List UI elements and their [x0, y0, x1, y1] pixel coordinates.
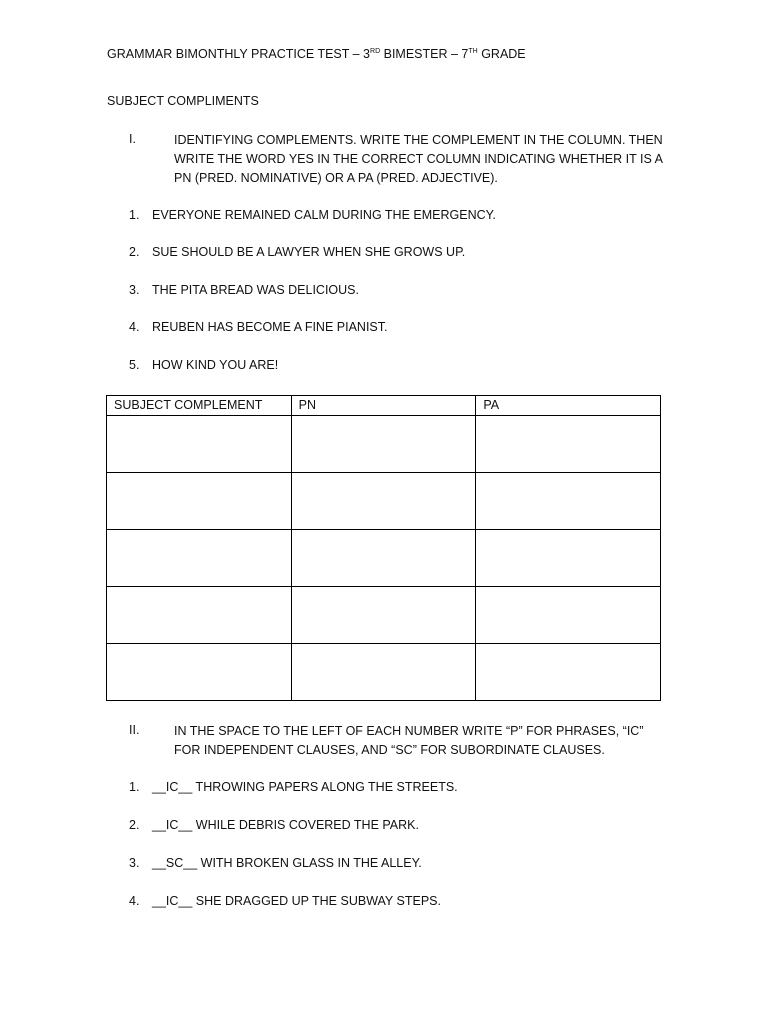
item-text: REUBEN HAS BECOME A FINE PIANIST. [152, 320, 388, 334]
table-row [107, 644, 661, 701]
item-text: __IC__ WHILE DEBRIS COVERED THE PARK. [152, 818, 419, 832]
table-cell[interactable] [476, 473, 661, 530]
item-number: 1. [129, 780, 140, 794]
item-number: 4. [129, 320, 140, 334]
table-cell[interactable] [107, 416, 292, 473]
table-row [107, 473, 661, 530]
item-text: __SC__ WITH BROKEN GLASS IN THE ALLEY. [152, 856, 422, 870]
table-cell[interactable] [476, 587, 661, 644]
table-cell[interactable] [291, 587, 476, 644]
item-text: EVERYONE REMAINED CALM DURING THE EMERGENCY. [152, 208, 496, 222]
title-superscript-1: RD [370, 48, 381, 55]
header-subject-complement: SUBJECT COMPLEMENT [107, 396, 292, 416]
table-cell[interactable] [291, 530, 476, 587]
item-text: SUE SHOULD BE A LAWYER WHEN SHE GROWS UP. [152, 245, 466, 259]
title-text-2: BIMESTER – 7 [380, 47, 469, 61]
table-cell[interactable] [291, 644, 476, 701]
table-row [107, 416, 661, 473]
item-number: 3. [129, 283, 140, 297]
answer-table [106, 395, 661, 701]
table-cell[interactable] [291, 416, 476, 473]
table-row [107, 587, 661, 644]
title-superscript-2: TH [468, 48, 478, 55]
item-text: __IC__ THROWING PAPERS ALONG THE STREETS. [152, 780, 458, 794]
table-cell[interactable] [476, 644, 661, 701]
table-cell[interactable] [107, 644, 292, 701]
table-cell[interactable] [107, 587, 292, 644]
item-number: 5. [129, 358, 140, 372]
document-title [107, 47, 526, 61]
section-1-instructions: IDENTIFYING COMPLEMENTS. WRITE THE COMPLEMENT IN THE COLUMN. THEN WRITE THE WORD YES IN THE CORRECT COLUMN INDICATING WHETHER IT IS A PN (PRED. NOMINATIVE) OR A PA (PRED. ADJECTIVE). [174, 133, 663, 185]
table-cell[interactable] [476, 530, 661, 587]
item-number: 1. [129, 208, 140, 222]
item-text: __IC__ SHE DRAGGED UP THE SUBWAY STEPS. [152, 894, 441, 908]
header-pn: PN [291, 396, 476, 416]
table-cell[interactable] [291, 473, 476, 530]
subject-heading: SUBJECT COMPLIMENTS [107, 94, 259, 108]
section-2-instructions: IN THE SPACE TO THE LEFT OF EACH NUMBER WRITE “P” FOR PHRASES, “IC” FOR INDEPENDENT CLAUSES, AND “SC” FOR SUBORDINATE CLAUSES. [174, 724, 644, 757]
table-row [107, 530, 661, 587]
item-number: 4. [129, 894, 140, 908]
table-cell[interactable] [107, 473, 292, 530]
section-2-numeral: II. [129, 723, 140, 737]
title-text-1: GRAMMAR BIMONTHLY PRACTICE TEST – 3 [107, 47, 371, 61]
title-text-3: GRADE [477, 47, 526, 61]
item-text: THE PITA BREAD WAS DELICIOUS. [152, 283, 359, 297]
header-pa: PA [476, 396, 661, 416]
table-header-row [107, 396, 661, 416]
item-number: 2. [129, 818, 140, 832]
item-number: 3. [129, 856, 140, 870]
item-text: HOW KIND YOU ARE! [152, 358, 279, 372]
table-cell[interactable] [476, 416, 661, 473]
item-number: 2. [129, 245, 140, 259]
table-cell[interactable] [107, 530, 292, 587]
section-1-numeral: I. [129, 132, 136, 146]
